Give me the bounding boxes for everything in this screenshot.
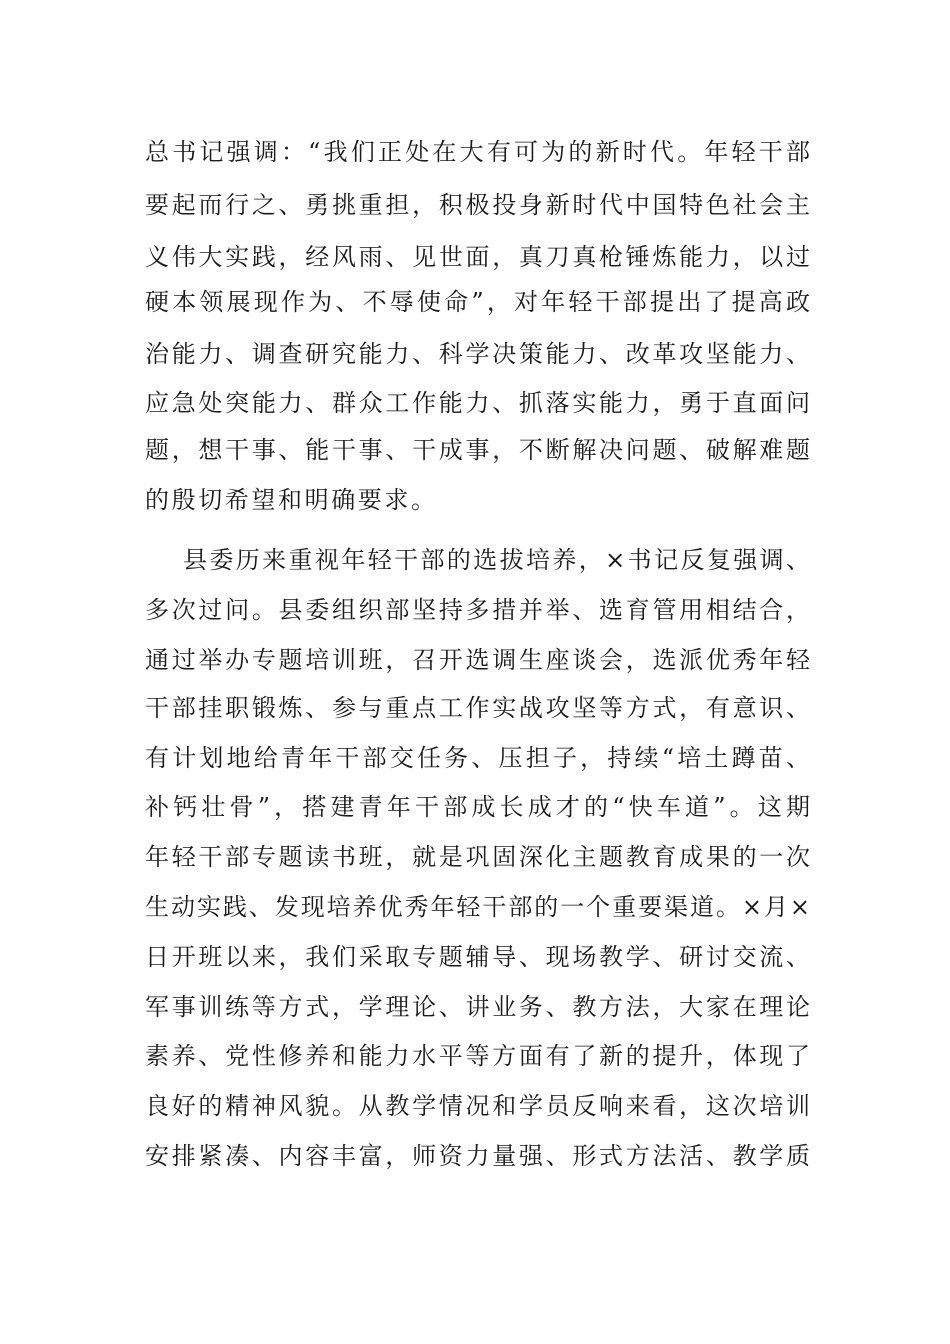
text-line: 日开班以来，我们采取专题辅导、现场教学、研讨交流、 bbox=[145, 943, 810, 971]
text-line: 干部挂职锻炼、参与重点工作实战攻坚等方式，有意识、 bbox=[145, 694, 810, 722]
text-line: 多次过问。县委组织部坚持多措并举、选育管用相结合， bbox=[145, 596, 810, 624]
text-line: 的殷切希望和明确要求。 bbox=[145, 486, 438, 514]
text-line: 良好的精神风貌。从教学情况和学员反响来看，这次培训 bbox=[145, 1092, 810, 1120]
text-line: 要起而行之、勇挑重担，积极投身新时代中国特色社会主 bbox=[145, 191, 810, 219]
text-line: 义伟大实践，经风雨、见世面，真刀真枪锤炼能力，以过 bbox=[145, 243, 810, 271]
text-line: 硬本领展现作为、不辱使命”，对年轻干部提出了提高政 bbox=[145, 288, 810, 316]
text-line: 应急处突能力、群众工作能力、抓落实能力，勇于直面问 bbox=[145, 389, 810, 417]
text-line: 补钙壮骨”，搭建青年干部成长成才的“快车道”。这期 bbox=[145, 793, 810, 821]
text-line: 题，想干事、能干事、干成事，不断解决问题、破解难题 bbox=[145, 436, 810, 464]
text-line: 通过举办专题培训班，召开选调生座谈会，选派优秀年轻 bbox=[145, 646, 810, 674]
text-line: 生动实践、发现培养优秀年轻干部的一个重要渠道。×月× bbox=[145, 893, 810, 921]
text-line: 有计划地给青年干部交任务、压担子，持续“培土蹲苗、 bbox=[145, 744, 810, 772]
text-line: 军事训练等方式，学理论、讲业务、教方法，大家在理论 bbox=[145, 993, 810, 1021]
text-line: 安排紧凑、内容丰富，师资力量强、形式方法活、教学质 bbox=[145, 1142, 810, 1170]
text-line: 治能力、调查研究能力、科学决策能力、改革攻坚能力、 bbox=[145, 340, 810, 368]
text-line: 县委历来重视年轻干部的选拔培养，×书记反复强调、 bbox=[183, 546, 810, 574]
text-line: 年轻干部专题读书班，就是巩固深化主题教育成果的一次 bbox=[145, 843, 810, 871]
text-line: 素养、党性修养和能力水平等方面有了新的提升，体现了 bbox=[145, 1042, 810, 1070]
text-line: 总书记强调：“我们正处在大有可为的新时代。年轻干部 bbox=[145, 138, 810, 166]
